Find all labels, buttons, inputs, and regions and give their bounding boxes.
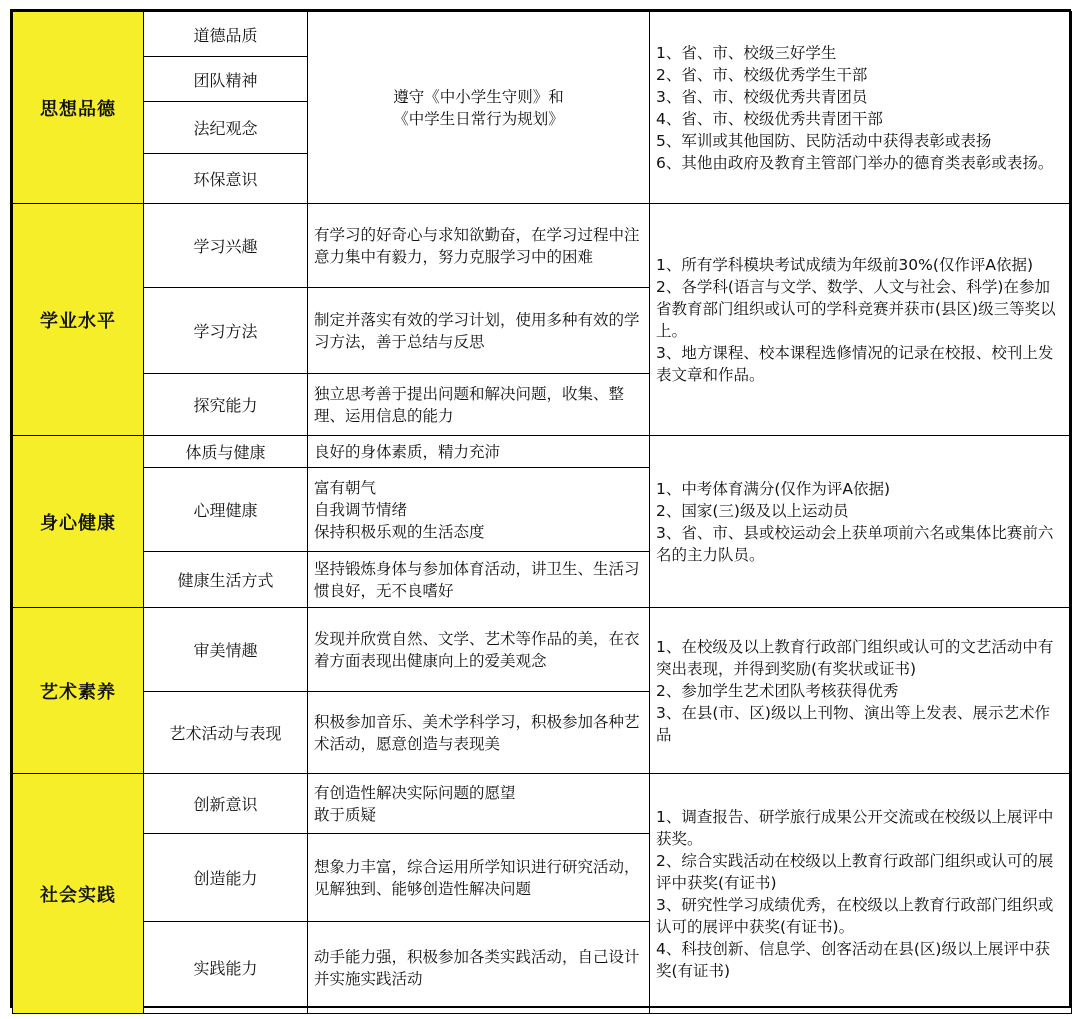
reward-line: 2、国家(三)级及以上运动员 [656,501,849,520]
reward-line: 1、调查报告、研学旅行成果公开交流或在校级以上展评中获奖。 [656,807,1054,848]
sub-item-mental-health: 心理健康 [144,468,308,552]
arts-rewards [650,608,1072,774]
innovation-desc-line: 敢于质疑 [314,805,377,824]
category-moral: 思想品德 [13,12,144,204]
reward-line: 1、在校级及以上教育行政部门组织或认可的文艺活动中有突出表现，并得到奖励(有奖状或证书) [656,637,1054,678]
mental-health-desc-line: 自我调节情绪 [314,500,408,519]
innovation-awareness-description [308,774,650,834]
learning-method-description: 制定并落实有效的学习计划，使用多种有效的学习方法，善于总结与反思 [308,288,650,374]
evaluation-table-document [10,9,1071,1008]
aesthetic-taste-description: 发现并欣赏自然、文学、艺术等作品的美，在衣着方面表现出健康向上的爱美观念 [308,608,650,692]
learning-interest-description: 有学习的好奇心与求知欲勤奋，在学习过程中注意力集中有毅力，努力克服学习中的困难 [308,204,650,288]
reward-line: 4、省、市、校级优秀共青团干部 [656,109,883,128]
sub-item-law-awareness: 法纪观念 [144,102,308,154]
sub-item-practical-ability: 实践能力 [144,922,308,1014]
reward-line: 2、省、市、校级优秀学生干部 [656,65,868,84]
sub-item-art-activity: 艺术活动与表现 [144,692,308,774]
sub-item-innovation-awareness: 创新意识 [144,774,308,834]
reward-line: 3、研究性学习成绩优秀，在校级以上教育行政部门组织或认可的展评中获奖(有证书)。 [656,895,1054,936]
evaluation-table [12,11,1072,1014]
reward-line: 2、参加学生艺术团队考核获得优秀 [656,681,899,700]
sub-item-team-spirit: 团队精神 [144,57,308,102]
moral-desc-line: 遵守《中小学生守则》和 [393,87,564,106]
mental-health-description [308,468,650,552]
reward-line: 5、军训或其他国防、民防活动中获得表彰或表扬 [656,131,992,150]
reward-line: 3、地方课程、校本课程选修情况的记录在校报、校刊上发表文章和作品。 [656,343,1054,384]
mental-health-desc-line: 富有朝气 [314,478,377,497]
reward-line: 6、其他由政府及教育主管部门举办的德育类表彰或表扬。 [656,153,1054,172]
sub-item-moral-quality: 道德品质 [144,12,308,57]
academic-rewards [650,204,1072,436]
reward-line: 3、省、市、县或校运动会上获单项前六名或集体比赛前六名的主力队员。 [656,523,1054,564]
sub-item-inquiry-ability: 探究能力 [144,374,308,436]
table-row [13,608,1072,692]
table-row [13,774,1072,834]
category-health: 身心健康 [13,436,144,608]
creative-ability-description: 想象力丰富，综合运用所学知识进行研究活动，见解独到、能够创造性解决问题 [308,834,650,922]
physical-health-description: 良好的身体素质，精力充沛 [308,436,650,468]
reward-line: 1、中考体育满分(仅作为评A依据) [656,479,891,498]
category-academic: 学业水平 [13,204,144,436]
reward-line: 2、各学科(语言与文学、数学、人文与社会、科学)在参加省教育部门组织或认可的学科竞赛并获市(县区)级三等奖以上。 [656,277,1056,340]
reward-line: 1、省、市、校级三好学生 [656,43,837,62]
moral-rewards [650,12,1072,204]
art-activity-description: 积极参加音乐、美术学科学习，积极参加各种艺术活动，愿意创造与表现美 [308,692,650,774]
category-social-practice: 社会实践 [13,774,144,1014]
healthy-lifestyle-description: 坚持锻炼身体与参加体育活动，讲卫生、生活习惯良好，无不良嗜好 [308,552,650,608]
table-row [13,12,1072,57]
sub-item-learning-method: 学习方法 [144,288,308,374]
sub-item-aesthetic-taste: 审美情趣 [144,608,308,692]
sub-item-creative-ability: 创造能力 [144,834,308,922]
sub-item-learning-interest: 学习兴趣 [144,204,308,288]
inquiry-ability-description: 独立思考善于提出问题和解决问题，收集、整理、运用信息的能力 [308,374,650,436]
reward-line: 2、综合实践活动在校级以上教育行政部门组织或认可的展评中获奖(有证书) [656,851,1054,892]
moral-shared-description [308,12,650,204]
sub-item-environment-awareness: 环保意识 [144,154,308,204]
moral-desc-line: 《中学生日常行为规划》 [393,109,564,128]
reward-line: 3、省、市、校级优秀共青团员 [656,87,868,106]
reward-line: 3、在县(市、区)级以上刊物、演出等上发表、展示艺术作品 [656,703,1050,744]
reward-line: 4、科技创新、信息学、创客活动在县(区)级以上展评中获奖(有证书) [656,939,1050,980]
sub-item-healthy-lifestyle: 健康生活方式 [144,552,308,608]
social-practice-rewards [650,774,1072,1014]
reward-line: 1、所有学科模块考试成绩为年级前30%(仅作评A依据) [656,255,1034,274]
table-row [13,436,1072,468]
table-row [13,204,1072,288]
innovation-desc-line: 有创造性解决实际问题的愿望 [314,783,516,802]
practical-ability-description: 动手能力强，积极参加各类实践活动，自己设计并实施实践活动 [308,922,650,1014]
category-arts: 艺术素养 [13,608,144,774]
health-rewards [650,436,1072,608]
sub-item-physical-health: 体质与健康 [144,436,308,468]
mental-health-desc-line: 保持积极乐观的生活态度 [314,522,485,541]
